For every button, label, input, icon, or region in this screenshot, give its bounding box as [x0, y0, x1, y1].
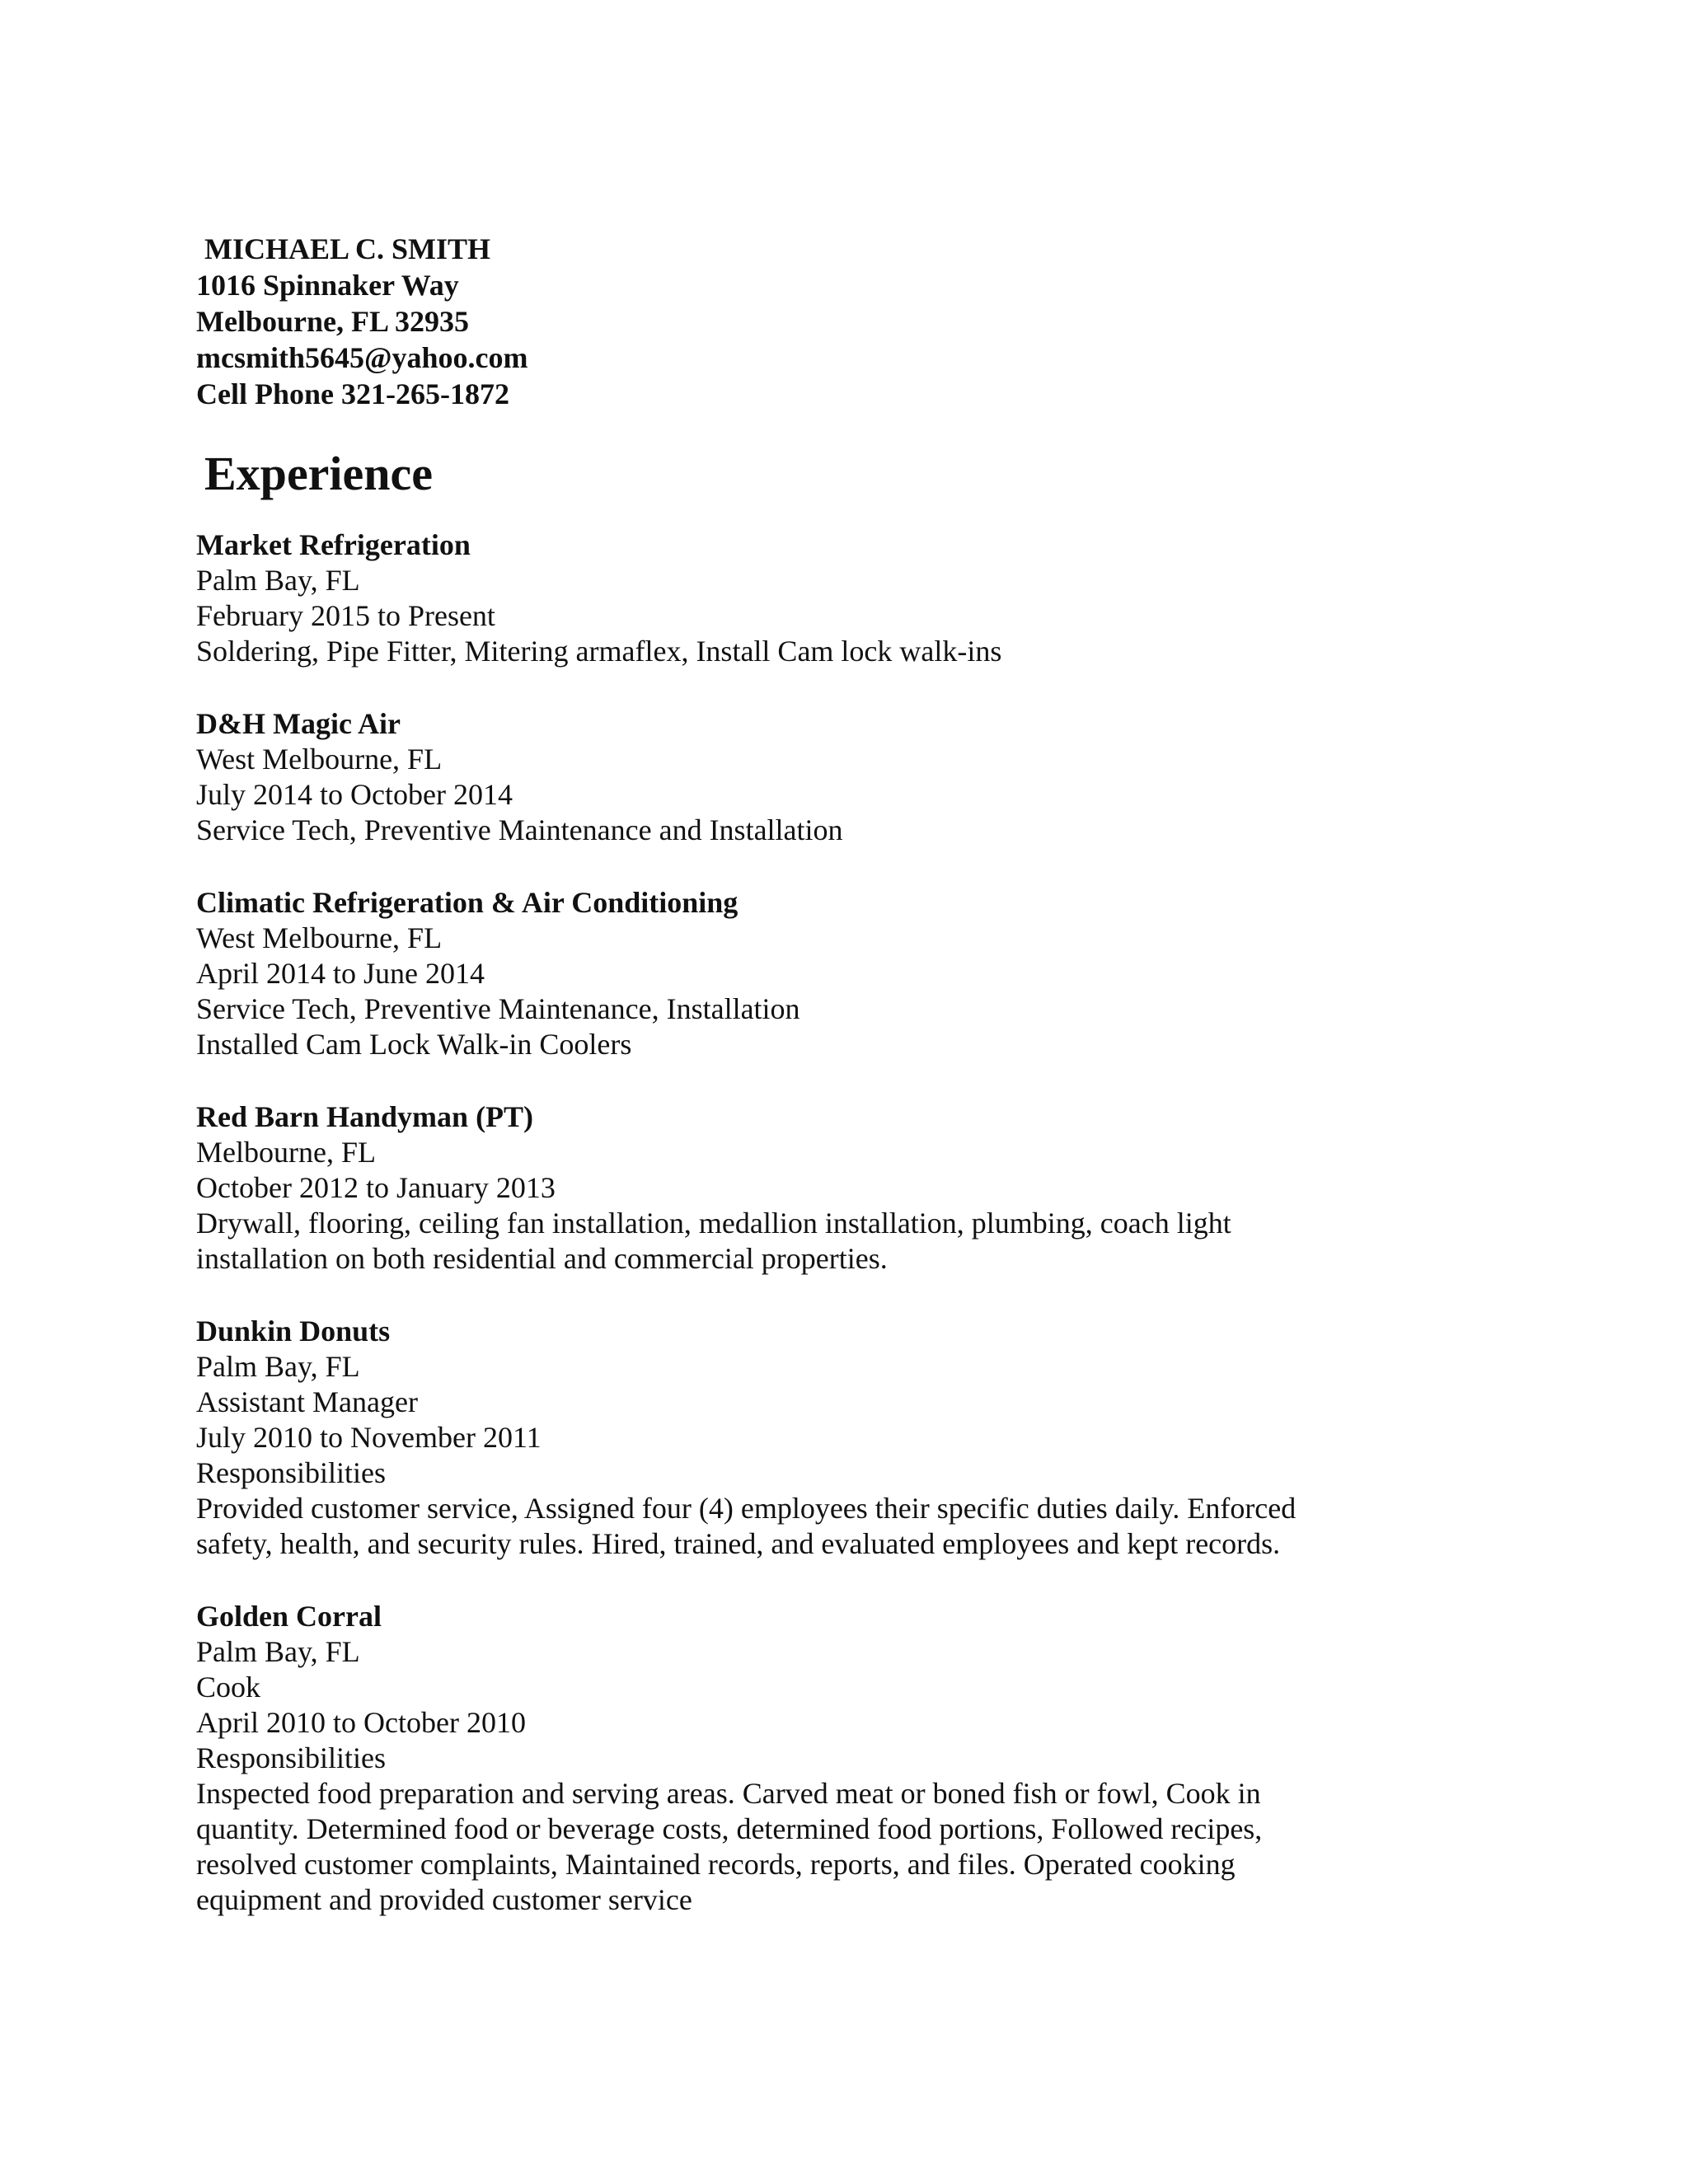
job-detail-line: West Melbourne, FL [196, 921, 443, 954]
resume-page [196, 231, 1449, 1955]
job-detail-line: quantity. Determined food or beverage costs, determined food portions, Followed recipes, [196, 1812, 1263, 1845]
job-detail-line: Service Tech, Preventive Maintenance and Installation [196, 813, 843, 846]
job-entry [196, 885, 1449, 1062]
job-company: Red Barn Handyman (PT) [196, 1100, 534, 1133]
job-company: D&H Magic Air [196, 707, 401, 740]
job-detail-line: West Melbourne, FL [196, 743, 443, 776]
job-company: Golden Corral [196, 1600, 382, 1633]
job-detail-line: Installed Cam Lock Walk-in Coolers [196, 1028, 632, 1061]
job-detail-line: Responsibilities [196, 1741, 387, 1774]
job-detail-line: Assistant Manager [196, 1385, 418, 1418]
email-address: mcsmith5645@yahoo.com [196, 341, 528, 374]
job-detail-line: Melbourne, FL [196, 1136, 376, 1169]
job-detail-line: July 2014 to October 2014 [196, 778, 513, 811]
job-detail-line: safety, health, and security rules. Hired, trained, and evaluated employees and kept records. [196, 1527, 1281, 1560]
job-detail-line: October 2012 to January 2013 [196, 1171, 556, 1204]
job-detail-line: Palm Bay, FL [196, 1635, 360, 1668]
street-address: 1016 Spinnaker Way [196, 269, 459, 302]
job-detail-line: Drywall, flooring, ceiling fan installation, medallion installation, plumbing, coach light [196, 1207, 1231, 1240]
job-entry [196, 706, 1449, 848]
job-company: Dunkin Donuts [196, 1315, 391, 1347]
applicant-name: MICHAEL C. SMITH [204, 232, 491, 265]
job-entry [196, 1599, 1449, 1918]
experience-list [196, 527, 1449, 1918]
job-detail-line: Soldering, Pipe Fitter, Mitering armaflex, Install Cam lock walk-ins [196, 635, 1002, 668]
job-entry [196, 1314, 1449, 1562]
job-detail-line: Cook [196, 1671, 261, 1704]
job-detail-line: February 2015 to Present [196, 599, 495, 632]
job-detail-line: April 2014 to June 2014 [196, 957, 485, 990]
job-detail-line: Inspected food preparation and serving areas. Carved meat or boned fish or fowl, Cook in [196, 1777, 1261, 1810]
job-detail-line: Palm Bay, FL [196, 1350, 360, 1383]
job-detail-line: equipment and provided customer service [196, 1883, 692, 1916]
job-detail-line: Responsibilities [196, 1456, 387, 1489]
city-state-zip: Melbourne, FL 32935 [196, 305, 469, 338]
contact-block [196, 231, 1449, 412]
job-entry [196, 1099, 1449, 1277]
job-detail-line: Service Tech, Preventive Maintenance, Installation [196, 992, 800, 1025]
phone-number: Cell Phone 321-265-1872 [196, 377, 509, 410]
job-company: Market Refrigeration [196, 528, 471, 561]
job-entry [196, 527, 1449, 669]
job-company: Climatic Refrigeration & Air Conditioning [196, 886, 738, 919]
job-detail-line: April 2010 to October 2010 [196, 1706, 526, 1739]
job-detail-line: Palm Bay, FL [196, 564, 360, 597]
job-detail-line: July 2010 to November 2011 [196, 1421, 542, 1454]
job-detail-line: resolved customer complaints, Maintained records, reports, and files. Operated cooking [196, 1848, 1236, 1881]
experience-heading: Experience [204, 447, 434, 500]
job-detail-line: Provided customer service, Assigned four (4) employees their specific duties daily. Enforced [196, 1492, 1296, 1525]
job-detail-line: installation on both residential and commercial properties. [196, 1242, 888, 1275]
